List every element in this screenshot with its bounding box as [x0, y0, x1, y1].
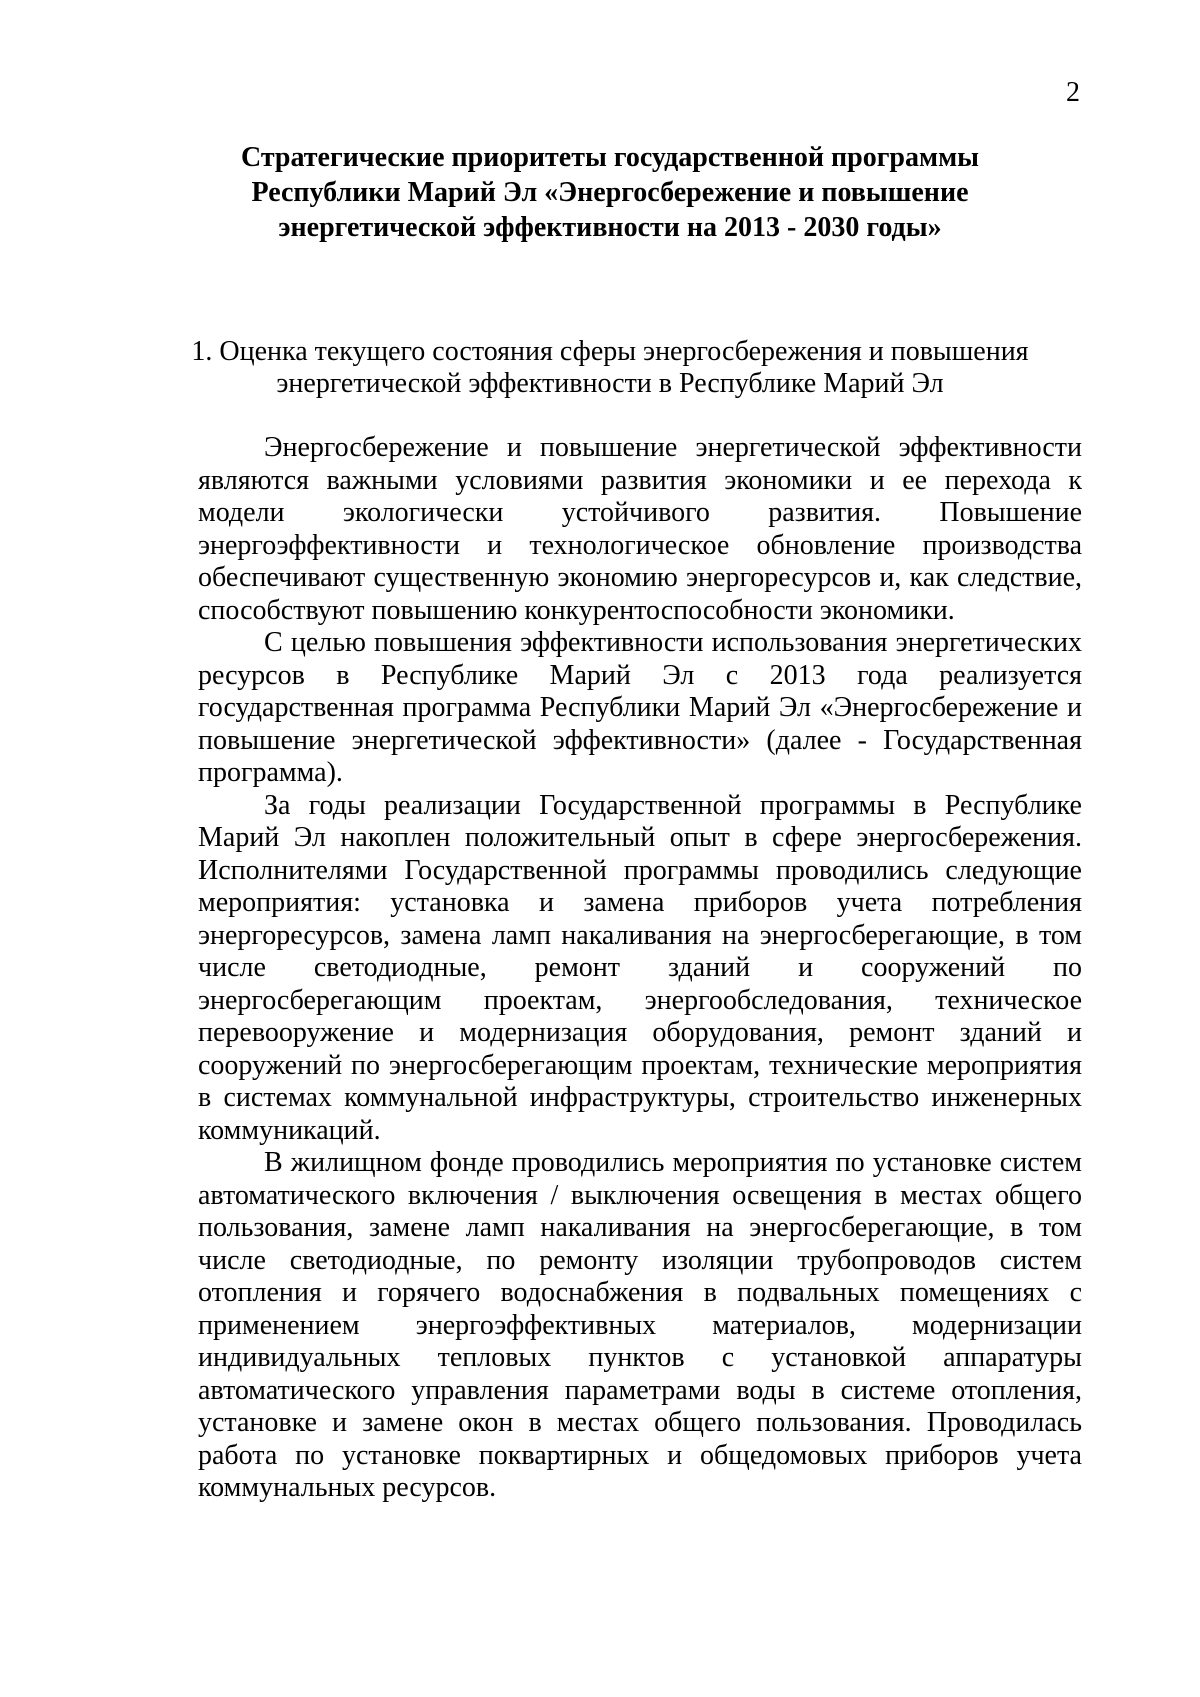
title-line: Стратегические приоритеты государственной программы: [240, 142, 980, 173]
title-line: Республики Марий Эл «Энергосбережение и повышение: [251, 177, 969, 208]
paragraph: В жилищном фонде проводились мероприятия по установке систем автоматического включения / выключения освещения в местах общего пользования, замене ламп накаливания на энергосберегающие, в том числе светодиодные, по ремонту изоляции трубопроводов систем отопления и горячего водоснабжения в подвальных помещениях с применением энергоэффективных материалов, модернизации индивидуальных тепловых пунктов с установкой аппаратуры автоматического управления параметрами воды в системе отопления, установке и замене окон в местах общего пользования. Проводилась работа по установке поквартирных и общедомовых приборов учета коммунальных ресурсов.: [198, 1147, 1082, 1503]
page-number: 2: [1066, 77, 1080, 108]
title-line: энергетической эффективности на 2013 - 2030 годы»: [278, 212, 942, 243]
paragraph: За годы реализации Государственной программы в Республике Марий Эл накоплен положительный опыт в сфере энергосбережения. Исполнителями Государственной программы проводились следующие мероприятия: установка и замена приборов учета потребления энергоресурсов, замена ламп накаливания на энергосберегающие, в том числе светодиодные, ремонт зданий и сооружений по энергосберегающим проектам, энергообследования, техническое перевооружение и модернизация оборудования, ремонт зданий и сооружений по энергосберегающим проектам, технические мероприятия в системах коммунальной инфраструктуры, строительство инженерных коммуникаций.: [198, 789, 1082, 1146]
paragraph: Энергосбережение и повышение энергетической эффективности являются важными условиями развития экономики и ее перехода к модели экологически устойчивого развития. Повышение энергоэффективности и технологическое обновление производства обеспечивают существенную экономию энергоресурсов и, как следствие, способствуют повышению конкурентоспособности экономики.: [198, 432, 1082, 626]
document-title: [200, 140, 1020, 245]
document-body: [198, 432, 1082, 1505]
section-heading-line: 1. Оценка текущего состояния сферы энергосбережения и повышения: [191, 336, 1029, 367]
paragraph: С целью повышения эффективности использования энергетических ресурсов в Республике Марий Эл с 2013 года реализуется государственная программа Республики Марий Эл «Энергосбережение и повышение энергетической эффективности» (далее - Государственная программа).: [198, 627, 1082, 788]
section-heading: [150, 336, 1070, 400]
section-heading-line: энергетической эффективности в Республике Марий Эл: [276, 368, 944, 399]
